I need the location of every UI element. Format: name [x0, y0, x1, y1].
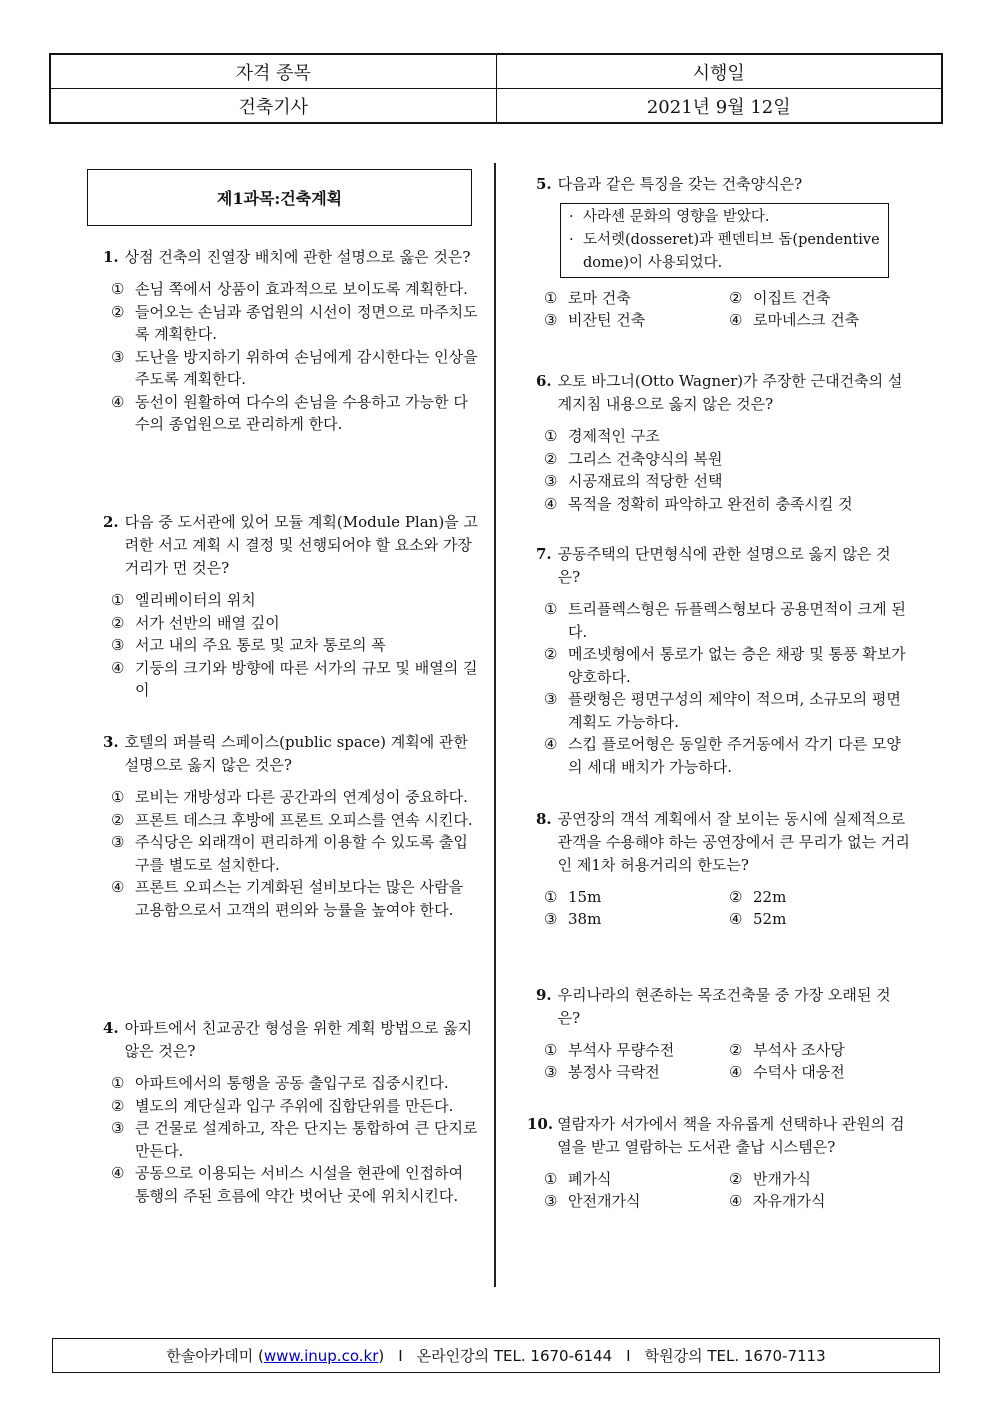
question-number: 8. [536, 810, 552, 828]
question-number: 3. [103, 733, 119, 751]
option: ④ 공동으로 이용되는 서비스 시설을 현관에 인접하여 통행의 주된 흐름에 약간 벗어난 곳에 위치시킨다. [111, 1164, 464, 1205]
header-label-subject: 자격 종목 [50, 54, 496, 89]
question-1 [103, 246, 478, 436]
question-7 [536, 543, 911, 778]
option: ① 로마 건축 [544, 289, 631, 307]
question-number: 2. [103, 513, 119, 531]
option: ② 들어오는 손님과 종업원의 시선이 정면으로 마주치도록 계획한다. [111, 302, 478, 343]
question-number: 7. [536, 545, 552, 563]
option: ① 로비는 개방성과 다른 공간과의 연계성이 중요하다. [111, 788, 468, 806]
condition-box: · 사라센 문화의 영향을 받았다. · 도서렛(dosseret)과 펜덴티브 돔(pendentive dome)이 사용되었다. [560, 203, 889, 278]
option: ④ 수덕사 대웅전 [729, 1063, 845, 1081]
question-number: 9. [536, 986, 552, 1004]
question-6 [536, 370, 911, 515]
option: ① 15m [544, 888, 602, 906]
question-number: 6. [536, 372, 552, 390]
question-number: 1. [103, 248, 119, 266]
option: ③ 38m [544, 910, 602, 928]
option: ④ 52m [729, 910, 787, 928]
option: ① 아파트에서의 통행을 공동 출입구로 집중시킨다. [111, 1074, 449, 1092]
option: ④ 프론트 오피스는 기계화된 설비보다는 많은 사람을 고용함으로서 고객의 편의와 능률을 높여야 한다. [111, 878, 464, 919]
question-stem: 공동주택의 단면형식에 관한 설명으로 옳지 않은 것은? [557, 545, 891, 586]
question-4 [103, 1017, 478, 1207]
footer-academy: 한솔아카데미 ( [166, 1347, 264, 1365]
footer-offline-tel: 학원강의 TEL. 1670-7113 [644, 1347, 826, 1365]
option: ④ 스킵 플로어형은 동일한 주거동에서 각기 다른 모양의 세대 배치가 가능하다. [544, 735, 901, 776]
footer-separator: I [626, 1346, 631, 1365]
question-number: 10. [527, 1115, 554, 1133]
exam-header-table [49, 53, 943, 124]
header-label-date: 시행일 [496, 54, 942, 89]
option: ④ 기둥의 크기와 방향에 따른 서가의 규모 및 배열의 길이 [111, 658, 478, 699]
option: ④ 자유개가식 [729, 1192, 826, 1210]
option: ③ 도난을 방지하기 위하여 손님에게 감시한다는 인상을 주도록 계획한다. [111, 347, 478, 388]
option: ③ 비잔틴 건축 [544, 311, 646, 329]
option: ③ 안전개가식 [544, 1192, 641, 1210]
question-stem: 다음 중 도서관에 있어 모듈 계획(Module Plan)을 고려한 서고 계획 시 결정 및 선행되어야 할 요소와 가장 거리가 먼 것은? [124, 513, 478, 577]
question-3 [103, 731, 478, 921]
column-divider [494, 163, 496, 1287]
question-2 [103, 511, 478, 702]
option: ④ 동선이 원활하여 다수의 손님을 수용하고 가능한 다수의 종업원으로 관리하게 한다. [111, 392, 468, 433]
option: ④ 목적을 정확히 파악하고 완전히 충족시킬 것 [544, 494, 853, 513]
option: ③ 서고 내의 주요 통로 및 교차 통로의 폭 [111, 636, 386, 654]
subject-title: 제1과목:건축계획 [216, 189, 343, 208]
subject-title-box [87, 169, 472, 226]
footer-website-link[interactable]: www.inup.co.kr [263, 1346, 379, 1365]
option: ② 프론트 데스크 후방에 프론트 오피스를 연속 시킨다. [111, 810, 473, 829]
option: ② 부석사 조사당 [729, 1041, 845, 1059]
option: ③ 주식당은 외래객이 편리하게 이용할 수 있도록 출입구를 별도로 설치한다. [111, 833, 468, 874]
question-stem: 공연장의 객석 계획에서 잘 보이는 동시에 실제적으로 관객을 수용해야 하는 공연장에서 큰 무리가 없는 거리인 제1차 허용거리의 한도는? [557, 810, 910, 874]
option: ④ 로마네스크 건축 [729, 311, 860, 329]
option: ② 그리스 건축양식의 복원 [544, 449, 723, 468]
question-stem: 호텔의 퍼블릭 스페이스(public space) 계획에 관한 설명으로 옳지 않은 것은? [124, 733, 468, 774]
question-9 [536, 984, 911, 1083]
footer-online-tel: 온라인강의 TEL. 1670-6144 [416, 1347, 613, 1365]
option: ① 트리플렉스형은 듀플렉스형보다 공용면적이 크게 된다. [544, 600, 906, 641]
question-number: 4. [103, 1019, 119, 1037]
footer-close-paren: ) [378, 1346, 385, 1365]
option: ② 이집트 건축 [729, 289, 831, 307]
option: ③ 큰 건물로 설계하고, 작은 단지는 통합하여 큰 단지로 만든다. [111, 1119, 478, 1160]
option: ② 서가 선반의 배열 깊이 [111, 613, 280, 632]
question-number: 5. [536, 175, 552, 193]
question-stem: 상점 건축의 진열장 배치에 관한 설명으로 옳은 것은? [124, 248, 471, 266]
question-stem: 오토 바그너(Otto Wagner)가 주장한 근대건축의 설계지침 내용으로 옳지 않은 것은? [557, 372, 903, 413]
condition-item: 도서렛(dosseret)과 펜덴티브 돔(pendentive dome)이 사용되었다. [583, 232, 880, 271]
question-10 [527, 1113, 911, 1212]
option: ① 부석사 무량수전 [544, 1041, 675, 1059]
footer-bar [52, 1338, 940, 1373]
header-value-date: 2021년 9월 12일 [496, 89, 942, 124]
option: ③ 시공재료의 적당한 선택 [544, 472, 723, 490]
option: ① 엘리베이터의 위치 [111, 591, 256, 609]
option: ② 별도의 계단실과 입구 주위에 집합단위를 만든다. [111, 1096, 454, 1115]
condition-item: 사라센 문화의 영향을 받았다. [583, 209, 770, 225]
question-stem: 아파트에서 친교공간 형성을 위한 계획 방법으로 옳지 않은 것은? [124, 1019, 473, 1060]
option: ② 반개가식 [729, 1170, 811, 1188]
header-value-subject: 건축기사 [50, 89, 496, 124]
question-8 [536, 808, 911, 930]
question-stem: 다음과 같은 특징을 갖는 건축양식은? [557, 175, 803, 193]
option: ① 경제적인 구조 [544, 427, 660, 445]
option: ① 폐가식 [544, 1170, 612, 1188]
option: ② 메조넷형에서 통로가 없는 층은 채광 및 통풍 확보가 양호하다. [544, 645, 906, 686]
question-5 [536, 173, 911, 331]
option: ③ 봉정사 극락전 [544, 1063, 660, 1081]
question-stem: 우리나라의 현존하는 목조건축물 중 가장 오래된 것은? [557, 986, 891, 1027]
option: ② 22m [729, 888, 787, 906]
question-stem: 열람자가 서가에서 책을 자유롭게 선택하나 관원의 검열을 받고 열람하는 도서관 출납 시스템은? [557, 1115, 905, 1156]
option: ③ 플랫형은 평면구성의 제약이 적으며, 소규모의 평면계획도 가능하다. [544, 690, 901, 731]
footer-separator: I [398, 1346, 403, 1365]
option: ① 손님 쪽에서 상품이 효과적으로 보이도록 계획한다. [111, 280, 468, 298]
